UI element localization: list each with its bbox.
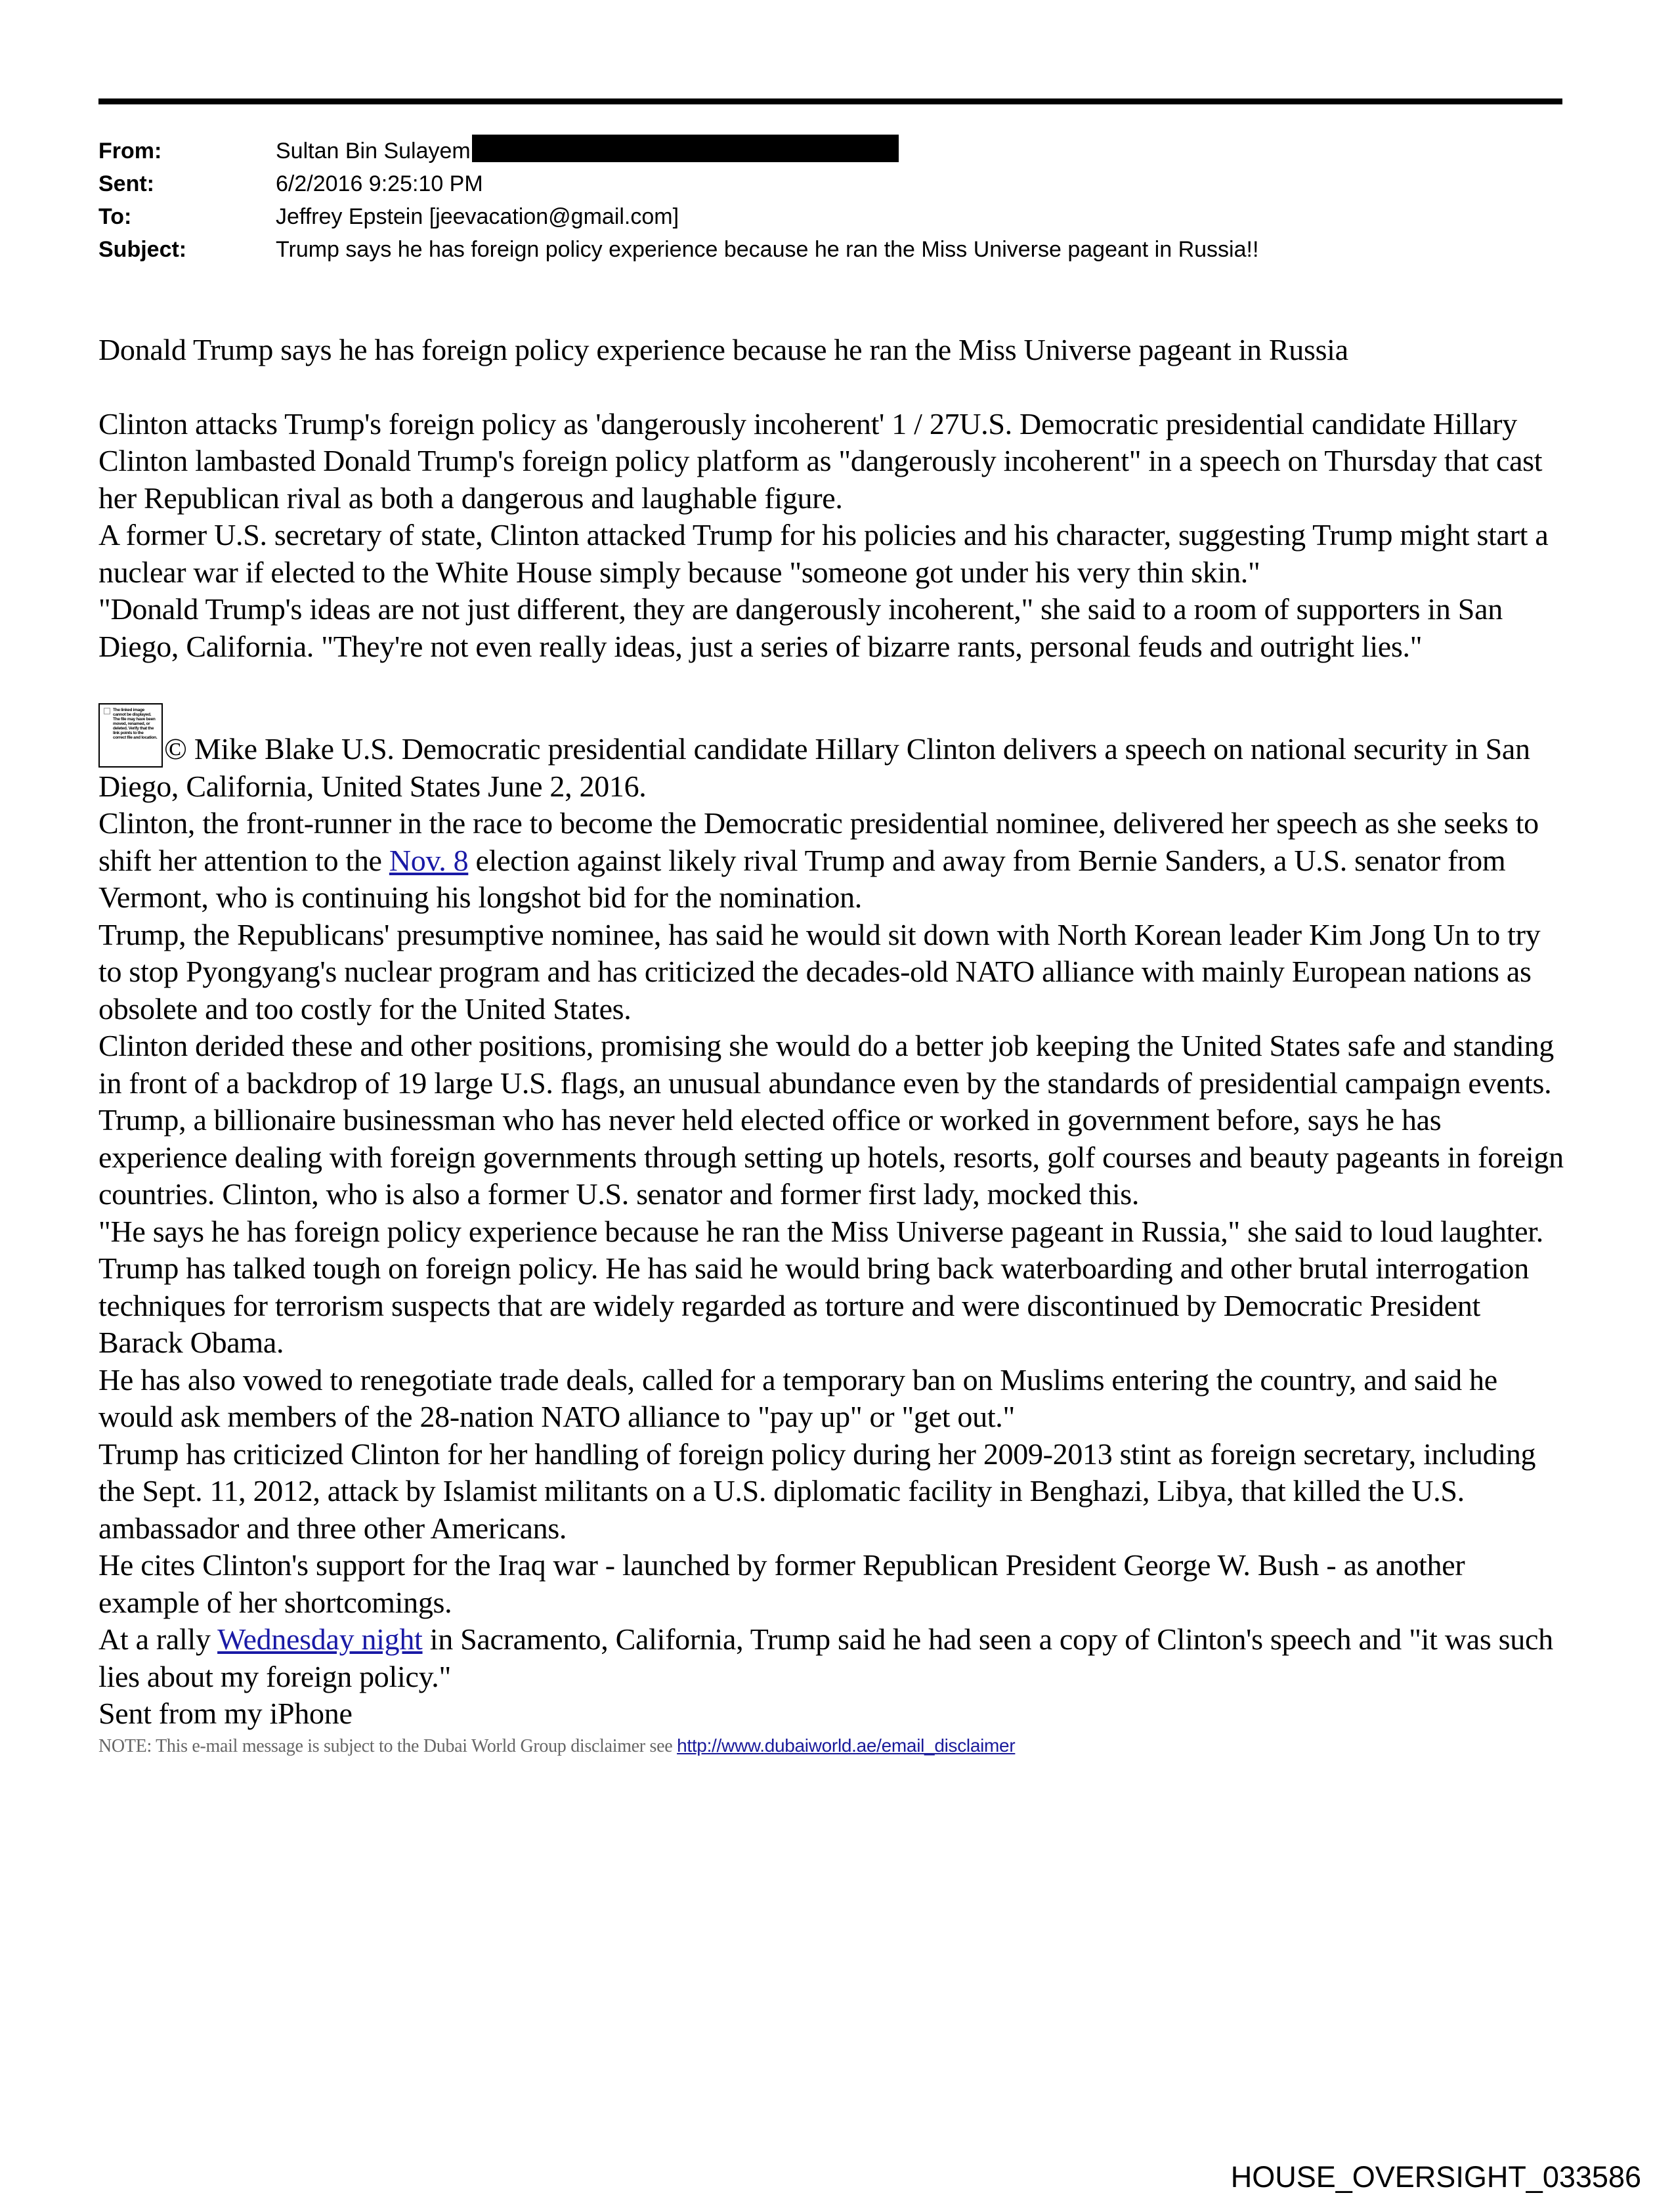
text: election against likely rival Trump and away from Bernie Sanders, a U.S. senator from Vermont, who is continuing his longshot bid for the nomination. (98, 843, 1506, 914)
from-label: From: (98, 139, 162, 163)
broken-image-placeholder (98, 703, 163, 768)
from-name: Sultan Bin Sulayem (276, 139, 471, 163)
subject-value: Trump says he has foreign policy experience because he ran the Miss Universe pageant in Russia!! (276, 237, 1259, 262)
to-row (98, 200, 1258, 233)
subject-label: Subject: (98, 237, 187, 262)
paragraph: He cites Clinton's support for the Iraq war - launched by former Republican President George W. Bush - as another example of her shortcomings. (98, 1548, 1465, 1619)
disclaimer-link[interactable]: http://www.dubaiworld.ae/email_disclaimer (677, 1735, 1016, 1756)
paragraph: Trump, the Republicans' presumptive nominee, has said he would sit down with North Korean leader Kim Jong Un to try to stop Pyongyang's nuclear program and has criticized the decades-old NATO alliance with mainly European nations as obsolete and too costly for the United States. (98, 917, 1541, 1026)
signature: Sent from my iPhone (98, 1697, 353, 1730)
text: At a rally (98, 1622, 218, 1656)
to-value: Jeffrey Epstein [jeevacation@gmail.com] (276, 204, 679, 229)
paragraph: Trump has criticized Clinton for her handling of foreign policy during her 2009-2013 stint as foreign secretary, including the Sept. 11, 2012, attack by Islamist militants on a U.S. diplomatic facility in Benghazi, Libya, that killed the U.S. ambassador and three other Americans. (98, 1437, 1536, 1545)
sent-label: Sent: (98, 171, 154, 196)
header-rule (98, 98, 1562, 104)
text: Clinton, the front-runner in the race to become the Democratic presidential nominee, delivered her speech as she seeks to shift her attention to the (98, 806, 1539, 877)
subject-row (98, 233, 1258, 266)
paragraph: Trump has talked tough on foreign policy. He has said he would bring back waterboarding and other brutal interrogation techniques for terrorism suspects that are widely regarded as torture and were discontinued by Democratic President Barack Obama. (98, 1251, 1529, 1359)
from-row (98, 135, 1258, 167)
disclaimer-note (98, 1733, 1569, 1760)
from-value (276, 135, 899, 167)
disclaimer-text: NOTE: This e-mail message is subject to the Dubai World Group disclaimer see (98, 1735, 677, 1756)
paragraph (98, 1621, 1569, 1695)
headline: Donald Trump says he has foreign policy experience because he ran the Miss Universe pageant in Russia (98, 333, 1348, 366)
email-header (98, 135, 1258, 266)
broken-image-icon (104, 708, 110, 714)
paragraph: "Donald Trump's ideas are not just different, they are dangerously incoherent," she said to a room of supporters in San Diego, California. "They're not even really ideas, just a series of bizarre rants, personal feuds and outright lies." (98, 592, 1503, 663)
to-label: To: (98, 204, 132, 229)
sent-row (98, 167, 1258, 200)
broken-image-text: The linked image cannot be displayed. The file may have been moved, renamed, or deleted. Verify that the link points to the correct file and location. (113, 708, 158, 740)
paragraph: Trump, a billionaire businessman who has never held elected office or worked in government before, says he has experience dealing with foreign governments through setting up hotels, resorts, golf courses and beauty pageants in foreign countries. Clinton, who is also a former U.S. senator and former first lady, mocked this. (98, 1103, 1564, 1211)
paragraph (98, 805, 1569, 917)
paragraph: A former U.S. secretary of state, Clinton attacked Trump for his policies and his character, suggesting Trump might start a nuclear war if elected to the White House simply because "someone got under his very thin skin." (98, 518, 1549, 589)
image-caption: © Mike Blake U.S. Democratic presidential candidate Hillary Clinton delivers a speech on national security in San Diego, California, United States June 2, 2016. (98, 732, 1530, 803)
nov-8-link[interactable]: Nov. 8 (389, 843, 469, 877)
email-body (98, 332, 1569, 1760)
wednesday-night-link[interactable]: Wednesday night (217, 1622, 423, 1656)
bates-number: HOUSE_OVERSIGHT_033586 (1230, 2160, 1641, 2194)
text: in Sacramento, California, Trump said he had seen a copy of Clinton's speech and "it was such lies about my foreign policy." (98, 1622, 1553, 1693)
redaction-block (472, 135, 899, 162)
paragraph: Clinton attacks Trump's foreign policy as 'dangerously incoherent' 1 / 27U.S. Democratic presidential candidate Hillary Clinton lambasted Donald Trump's foreign policy platform as "dangerously incoherent" in a speech on Thursday that cast her Republican rival as both a dangerous and laughable figure. (98, 406, 1543, 515)
paragraph: Clinton derided these and other positions, promising she would do a better job keeping the United States safe and standing in front of a backdrop of 19 large U.S. flags, an unusual abundance even by the standards of presidential campaign events. (98, 1029, 1554, 1100)
sent-value: 6/2/2016 9:25:10 PM (276, 171, 483, 196)
paragraph: He has also vowed to renegotiate trade deals, called for a temporary ban on Muslims entering the country, and said he would ask members of the 28-nation NATO alliance to "pay up" or "get out." (98, 1362, 1497, 1433)
paragraph: "He says he has foreign policy experience because he ran the Miss Universe pageant in Russia," she said to loud laughter. (98, 1214, 1543, 1248)
